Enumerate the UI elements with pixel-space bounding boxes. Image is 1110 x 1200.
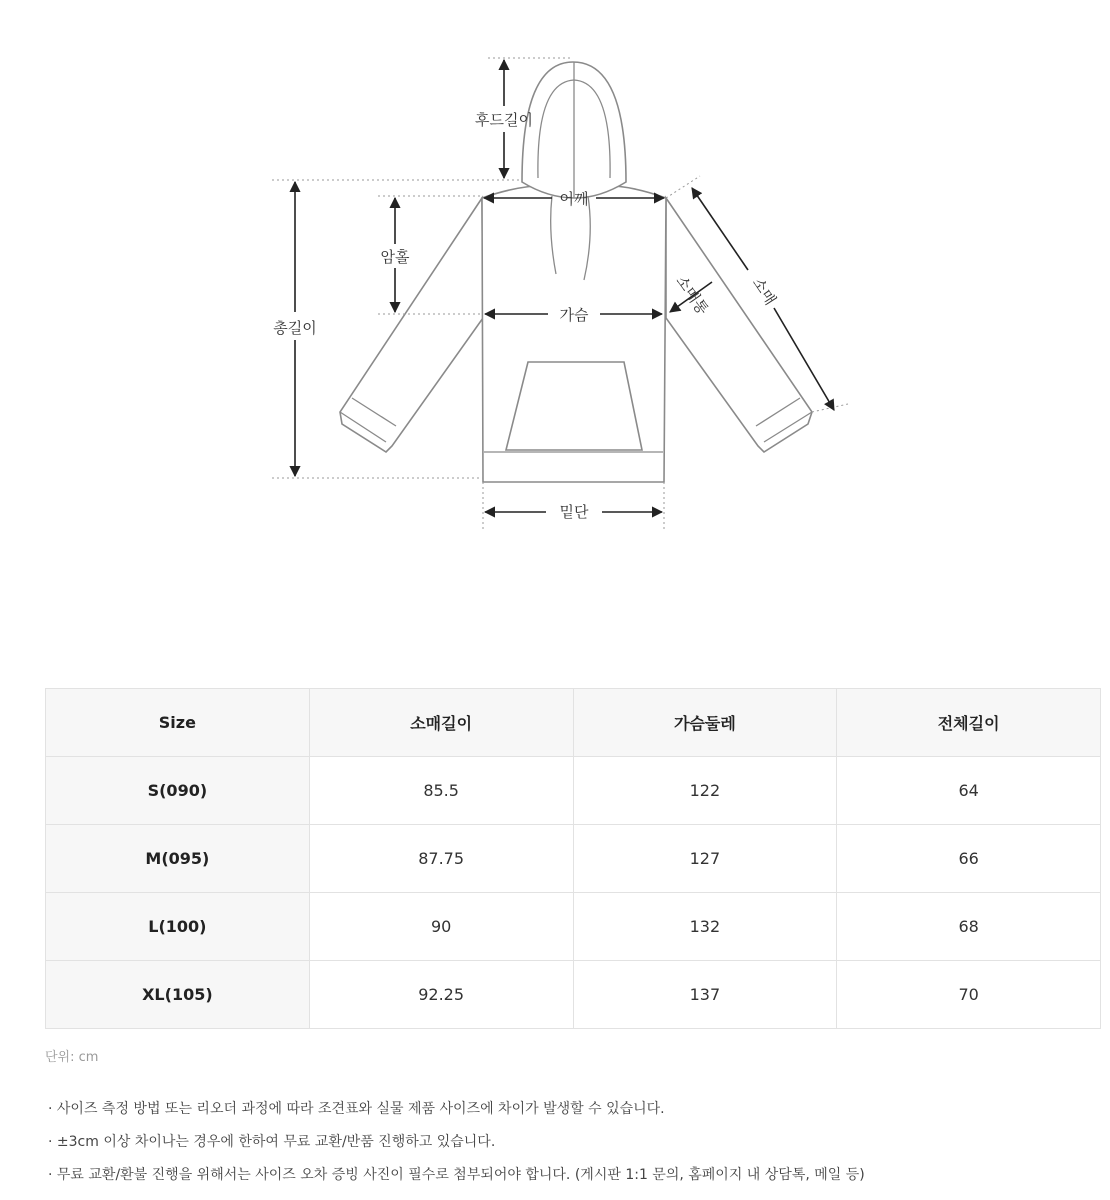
header-chest: 가슴둘레 bbox=[573, 689, 837, 757]
note-item: · 사이즈 측정 방법 또는 리오더 과정에 따라 조견표와 실물 제품 사이즈에 차이가 발생할 수 있습니다. bbox=[48, 1101, 665, 1117]
cell-size: L(100) bbox=[46, 893, 310, 961]
cell-total-length: 64 bbox=[837, 757, 1101, 825]
label-chest: 가슴 bbox=[559, 306, 589, 324]
note-item: · ±3cm 이상 차이나는 경우에 한하여 무료 교환/반품 진행하고 있습니다. bbox=[48, 1134, 496, 1150]
table-row bbox=[46, 825, 1101, 893]
label-hem: 밑단 bbox=[559, 503, 589, 521]
cell-total-length: 70 bbox=[837, 961, 1101, 1029]
cell-chest: 132 bbox=[573, 893, 837, 961]
cell-sleeve-length: 92.25 bbox=[309, 961, 573, 1029]
cell-size: S(090) bbox=[46, 757, 310, 825]
cell-size: M(095) bbox=[46, 825, 310, 893]
cell-size: XL(105) bbox=[46, 961, 310, 1029]
header-sleeve-length: 소매길이 bbox=[309, 689, 573, 757]
cell-sleeve-length: 85.5 bbox=[309, 757, 573, 825]
header-total-length: 전체길이 bbox=[837, 689, 1101, 757]
table-row bbox=[46, 757, 1101, 825]
cell-sleeve-length: 87.75 bbox=[309, 825, 573, 893]
table-row bbox=[46, 893, 1101, 961]
table-header-row bbox=[46, 689, 1101, 757]
hoodie-illustration bbox=[340, 62, 812, 482]
note-item: · 무료 교환/환불 진행을 위해서는 사이즈 오차 증빙 사진이 필수로 첨부되어야 합니다. (게시판 1:1 문의, 홈페이지 내 상담톡, 메일 등) bbox=[48, 1167, 865, 1183]
cell-total-length: 68 bbox=[837, 893, 1101, 961]
cell-sleeve-length: 90 bbox=[309, 893, 573, 961]
label-shoulder: 어깨 bbox=[559, 190, 589, 208]
table-row bbox=[46, 961, 1101, 1029]
label-total-length: 총길이 bbox=[273, 319, 317, 337]
label-sleeve-width: 소매통 bbox=[672, 272, 712, 319]
label-hood-length: 후드길이 bbox=[475, 111, 533, 129]
size-table bbox=[45, 688, 1101, 1029]
label-sleeve: 소매 bbox=[748, 274, 780, 309]
label-armhole: 암홀 bbox=[380, 248, 410, 266]
cell-chest: 137 bbox=[573, 961, 837, 1029]
unit-note: 단위: cm bbox=[45, 1050, 99, 1065]
cell-chest: 122 bbox=[573, 757, 837, 825]
cell-total-length: 66 bbox=[837, 825, 1101, 893]
header-size: Size bbox=[46, 689, 310, 757]
notes-list bbox=[48, 1098, 865, 1197]
cell-chest: 127 bbox=[573, 825, 837, 893]
